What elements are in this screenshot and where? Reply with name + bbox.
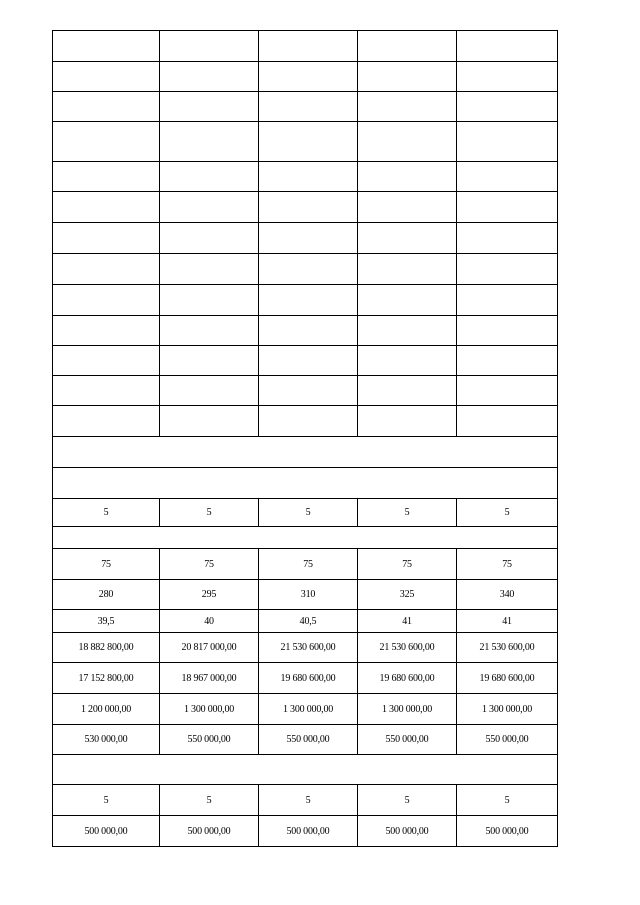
table-cell — [160, 62, 259, 92]
table-cell — [259, 31, 358, 62]
table-cell — [53, 285, 160, 316]
table-cell — [457, 122, 558, 162]
table-row — [53, 816, 558, 847]
table-cell — [160, 376, 259, 406]
table-cell — [457, 162, 558, 192]
table-cell: 21 530 600,00 — [259, 633, 358, 663]
table-cell — [457, 254, 558, 285]
table-cell — [259, 122, 358, 162]
table-cell — [457, 62, 558, 92]
table-row — [53, 468, 558, 499]
table-cell: 39,5 — [53, 610, 160, 633]
table-cell — [358, 162, 457, 192]
table-row — [53, 223, 558, 254]
table-cell — [160, 31, 259, 62]
table-row — [53, 499, 558, 527]
data-table — [52, 30, 558, 847]
table-row — [53, 254, 558, 285]
table-cell — [457, 346, 558, 376]
table-row — [53, 122, 558, 162]
table-cell — [259, 316, 358, 346]
table-cell — [53, 162, 160, 192]
table-cell: 5 — [53, 785, 160, 816]
table-cell — [259, 62, 358, 92]
table-cell — [358, 254, 457, 285]
table-cell — [259, 162, 358, 192]
table-cell: 18 967 000,00 — [160, 663, 259, 694]
table-cell: 19 680 600,00 — [358, 663, 457, 694]
table-cell — [358, 92, 457, 122]
table-cell — [53, 92, 160, 122]
table-cell — [53, 62, 160, 92]
table-cell: 550 000,00 — [457, 725, 558, 755]
table-cell — [259, 406, 358, 437]
table-cell — [457, 31, 558, 62]
table-cell — [259, 92, 358, 122]
table-cell — [358, 346, 457, 376]
table-row — [53, 192, 558, 223]
table-cell — [160, 162, 259, 192]
table-cell — [259, 376, 358, 406]
table-cell: 280 — [53, 580, 160, 610]
table-cell: 41 — [457, 610, 558, 633]
table-cell — [457, 376, 558, 406]
table-cell — [53, 122, 160, 162]
table-cell: 75 — [259, 549, 358, 580]
table-cell — [53, 254, 160, 285]
table-cell: 1 200 000,00 — [53, 694, 160, 725]
section-row-cell — [53, 468, 558, 499]
table-cell — [457, 92, 558, 122]
table-row — [53, 725, 558, 755]
table-cell — [358, 192, 457, 223]
table-cell: 41 — [358, 610, 457, 633]
table-cell: 18 882 800,00 — [53, 633, 160, 663]
table-cell: 500 000,00 — [358, 816, 457, 847]
table-cell: 19 680 600,00 — [259, 663, 358, 694]
table-cell: 325 — [358, 580, 457, 610]
section-row-cell — [53, 437, 558, 468]
table-cell: 5 — [259, 499, 358, 527]
table-row — [53, 663, 558, 694]
table-cell — [457, 192, 558, 223]
table-cell: 19 680 600,00 — [457, 663, 558, 694]
table-cell — [160, 406, 259, 437]
table-cell: 75 — [358, 549, 457, 580]
table-cell — [457, 406, 558, 437]
table-cell — [160, 316, 259, 346]
table-row — [53, 31, 558, 62]
table-row — [53, 376, 558, 406]
table-cell — [53, 192, 160, 223]
section-row-cell — [53, 527, 558, 549]
table-cell: 550 000,00 — [259, 725, 358, 755]
table-row — [53, 437, 558, 468]
table-cell — [53, 406, 160, 437]
table-cell — [53, 346, 160, 376]
table-row — [53, 785, 558, 816]
table-cell: 5 — [358, 785, 457, 816]
table-cell: 500 000,00 — [457, 816, 558, 847]
table-cell — [259, 192, 358, 223]
table-cell — [358, 62, 457, 92]
table-cell: 5 — [53, 499, 160, 527]
table-cell — [358, 31, 457, 62]
table-cell: 17 152 800,00 — [53, 663, 160, 694]
table-cell: 500 000,00 — [259, 816, 358, 847]
table-row — [53, 285, 558, 316]
table-cell: 1 300 000,00 — [259, 694, 358, 725]
table-cell: 5 — [457, 499, 558, 527]
table-cell: 530 000,00 — [53, 725, 160, 755]
table-cell — [457, 223, 558, 254]
table-cell: 5 — [160, 499, 259, 527]
table-cell — [358, 223, 457, 254]
table-cell — [358, 406, 457, 437]
table-cell — [259, 346, 358, 376]
table-cell: 295 — [160, 580, 259, 610]
table-cell: 75 — [53, 549, 160, 580]
table-cell: 5 — [160, 785, 259, 816]
table-cell: 5 — [259, 785, 358, 816]
table-row — [53, 755, 558, 785]
table-row — [53, 610, 558, 633]
table-cell: 5 — [358, 499, 457, 527]
table-cell — [160, 192, 259, 223]
table-cell — [53, 31, 160, 62]
table-cell: 40 — [160, 610, 259, 633]
table-cell — [457, 285, 558, 316]
table-cell: 310 — [259, 580, 358, 610]
table-cell — [259, 285, 358, 316]
table-cell — [259, 254, 358, 285]
table-cell: 20 817 000,00 — [160, 633, 259, 663]
table-row — [53, 527, 558, 549]
table-cell: 1 300 000,00 — [358, 694, 457, 725]
table-row — [53, 316, 558, 346]
table-cell — [160, 122, 259, 162]
table-cell: 550 000,00 — [160, 725, 259, 755]
table-row — [53, 406, 558, 437]
table-body — [53, 31, 558, 847]
table-cell — [53, 223, 160, 254]
table-row — [53, 694, 558, 725]
table-cell — [160, 254, 259, 285]
table-cell: 500 000,00 — [53, 816, 160, 847]
table-cell: 550 000,00 — [358, 725, 457, 755]
table-cell — [160, 92, 259, 122]
table-cell: 5 — [457, 785, 558, 816]
table-cell: 75 — [160, 549, 259, 580]
table-cell — [358, 285, 457, 316]
table-cell: 340 — [457, 580, 558, 610]
table-cell — [160, 223, 259, 254]
table-cell: 1 300 000,00 — [457, 694, 558, 725]
table-cell — [53, 316, 160, 346]
table-cell — [358, 316, 457, 346]
table-cell — [358, 376, 457, 406]
table-cell — [259, 223, 358, 254]
table-row — [53, 633, 558, 663]
section-row-cell — [53, 755, 558, 785]
table-row — [53, 62, 558, 92]
table-cell: 21 530 600,00 — [358, 633, 457, 663]
table-cell — [358, 122, 457, 162]
table-cell: 1 300 000,00 — [160, 694, 259, 725]
table-cell: 40,5 — [259, 610, 358, 633]
table-cell — [160, 346, 259, 376]
table-row — [53, 580, 558, 610]
table-row — [53, 549, 558, 580]
table-row — [53, 346, 558, 376]
table-cell: 21 530 600,00 — [457, 633, 558, 663]
table-cell: 500 000,00 — [160, 816, 259, 847]
table-cell — [457, 316, 558, 346]
table-row — [53, 162, 558, 192]
table-row — [53, 92, 558, 122]
table-cell: 75 — [457, 549, 558, 580]
table-cell — [160, 285, 259, 316]
table-cell — [53, 376, 160, 406]
